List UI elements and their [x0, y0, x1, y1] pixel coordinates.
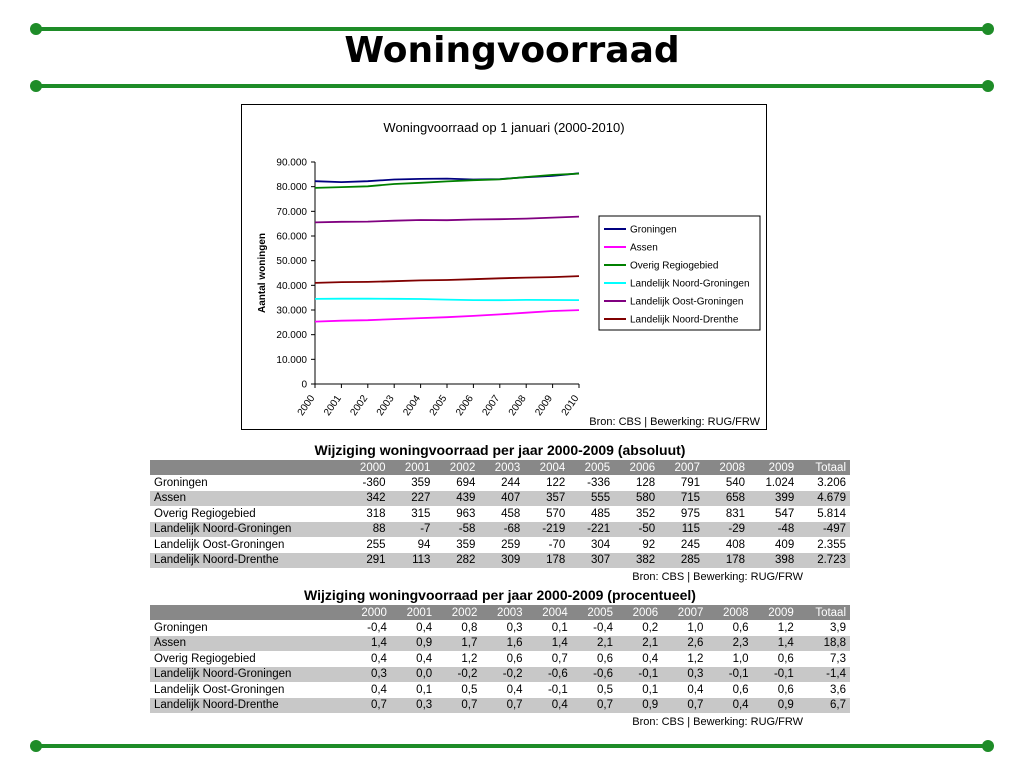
value-cell: 1,0	[687, 621, 704, 634]
value-cell: -58	[434, 522, 479, 538]
value-cell: 570	[546, 507, 566, 520]
y-tick-label: 10.000	[276, 354, 307, 366]
value-cell: 0,4	[707, 698, 752, 714]
value-cell: 342	[345, 491, 390, 507]
value-cell: 3,6	[830, 683, 846, 696]
row-label-cell: Landelijk Oost-Groningen	[154, 683, 285, 696]
row-label-cell: Landelijk Noord-Groningen	[150, 667, 346, 683]
value-cell: 352	[635, 507, 656, 520]
table-row	[150, 475, 850, 491]
value-cell: 0,4	[642, 652, 659, 665]
header-cell-blank	[150, 605, 346, 620]
value-cell: 309	[479, 553, 524, 569]
table-percentage	[150, 605, 850, 713]
chart-canvas	[242, 105, 766, 429]
value-cell: 0,9	[617, 698, 662, 714]
value-cell: -336	[587, 476, 611, 489]
rule-dot	[982, 80, 994, 92]
value-cell: 285	[659, 553, 704, 569]
legend-label: Landelijk Oost-Groningen	[630, 296, 744, 308]
table-abs-source: Bron: CBS | Bewerking: RUG/FRW	[632, 571, 803, 583]
value-cell: 318	[366, 507, 386, 520]
x-tick-label: 2009	[533, 393, 556, 418]
value-cell: -0,1	[707, 667, 752, 683]
value-cell: -68	[479, 522, 524, 538]
y-tick-label: 80.000	[276, 182, 307, 194]
chart-source: Bron: CBS | Bewerking: RUG/FRW	[589, 416, 760, 428]
row-label-cell: Landelijk Noord-Drenthe	[150, 698, 346, 714]
value-cell: -0,4	[367, 621, 387, 634]
value-cell: 307	[569, 553, 614, 569]
table-row	[150, 698, 850, 714]
value-cell: 580	[614, 491, 659, 507]
table-header-row	[150, 460, 850, 475]
value-cell: 255	[366, 538, 386, 551]
y-tick-label: 50.000	[276, 256, 307, 268]
value-cell: 128	[635, 476, 656, 489]
value-cell: 6,7	[798, 698, 850, 714]
row-label-cell: Overig Regiogebied	[154, 652, 256, 665]
x-tick-label: 2007	[480, 393, 503, 418]
chart-title: Woningvoorraad op 1 januari (2000-2010)	[383, 120, 625, 135]
value-cell: 975	[680, 507, 701, 520]
header-cell: 2007	[659, 460, 704, 475]
header-cell: 2007	[662, 605, 707, 620]
value-cell: 0,7	[551, 652, 568, 665]
value-cell: 715	[659, 491, 704, 507]
value-cell: 2,3	[707, 636, 752, 652]
value-cell: 0,4	[370, 683, 387, 696]
legend-label: Landelijk Noord-Drenthe	[630, 314, 739, 326]
value-cell: 658	[704, 491, 749, 507]
table-row	[150, 537, 850, 553]
value-cell: -0,6	[527, 667, 572, 683]
y-tick-label: 20.000	[276, 330, 307, 342]
header-cell: 2006	[617, 605, 662, 620]
table-abs-caption: Wijziging woningvoorraad per jaar 2000-2009 (absoluut)	[314, 442, 686, 458]
value-cell: 0,1	[642, 683, 659, 696]
value-cell: 1,2	[777, 621, 794, 634]
value-cell: -29	[704, 522, 749, 538]
value-cell: 282	[434, 553, 479, 569]
value-cell: 409	[775, 538, 795, 551]
value-cell: 2.723	[798, 553, 850, 569]
table-header-row	[150, 605, 850, 620]
y-tick-label: 30.000	[276, 305, 307, 317]
value-cell: 0,3	[506, 621, 523, 634]
legend-label: Overig Regiogebied	[630, 260, 719, 272]
header-cell: 2000	[346, 605, 391, 620]
value-cell: 0,6	[596, 652, 613, 665]
value-cell: 227	[390, 491, 435, 507]
value-cell: 1,0	[732, 652, 749, 665]
header-cell: 2008	[704, 460, 749, 475]
value-cell: 113	[390, 553, 435, 569]
value-cell: 122	[546, 476, 566, 489]
header-cell: 2005	[572, 605, 617, 620]
row-label-cell: Overig Regiogebied	[154, 507, 256, 520]
value-cell: 0,6	[732, 621, 749, 634]
value-cell: 357	[524, 491, 569, 507]
value-cell: -7	[390, 522, 435, 538]
value-cell: 0,8	[461, 621, 478, 634]
value-cell: 7,3	[830, 652, 846, 665]
y-tick-label: 0	[301, 379, 307, 391]
value-cell: 3.206	[817, 476, 846, 489]
value-cell: -0,4	[593, 621, 613, 634]
value-cell: 0,6	[777, 652, 794, 665]
rule-dot	[30, 740, 42, 752]
table-row	[150, 667, 850, 683]
value-cell: -1,4	[798, 667, 850, 683]
value-cell: 407	[479, 491, 524, 507]
value-cell: 0,7	[662, 698, 707, 714]
value-cell: 88	[345, 522, 390, 538]
value-cell: 5.814	[817, 507, 846, 520]
row-label-cell: Landelijk Noord-Drenthe	[150, 553, 345, 569]
row-label-cell: Assen	[150, 636, 346, 652]
value-cell: 0,2	[642, 621, 659, 634]
header-cell: 2002	[436, 605, 481, 620]
value-cell: -219	[524, 522, 569, 538]
header-cell: 2001	[390, 460, 435, 475]
value-cell: -48	[749, 522, 798, 538]
row-label-cell: Assen	[150, 491, 345, 507]
value-cell: 0,3	[391, 698, 436, 714]
value-cell: 0,0	[391, 667, 436, 683]
value-cell: 791	[680, 476, 701, 489]
header-cell: 2004	[524, 460, 569, 475]
value-cell: -221	[569, 522, 614, 538]
value-cell: 3,9	[830, 621, 846, 634]
value-cell: 0,7	[481, 698, 526, 714]
header-cell: Totaal	[798, 460, 850, 475]
value-cell: 0,7	[436, 698, 481, 714]
value-cell: -70	[548, 538, 566, 551]
value-cell: 439	[434, 491, 479, 507]
value-cell: 398	[749, 553, 798, 569]
value-cell: -360	[362, 476, 386, 489]
value-cell: 2,1	[572, 636, 617, 652]
value-cell: 0,4	[370, 652, 387, 665]
y-tick-label: 90.000	[276, 157, 307, 169]
table-row	[150, 620, 850, 636]
x-tick-label: 2008	[506, 393, 529, 418]
value-cell: 291	[345, 553, 390, 569]
value-cell: 1,2	[687, 652, 704, 665]
value-cell: 259	[501, 538, 521, 551]
value-cell: 178	[704, 553, 749, 569]
value-cell: 245	[680, 538, 701, 551]
table-row	[150, 553, 850, 569]
legend-label: Groningen	[630, 224, 677, 236]
value-cell: 540	[725, 476, 746, 489]
header-cell: 2000	[345, 460, 390, 475]
value-cell: 115	[659, 522, 704, 538]
value-cell: -0,1	[547, 683, 568, 696]
legend-label: Landelijk Noord-Groningen	[630, 278, 750, 290]
table-pct-caption: Wijziging woningvoorraad per jaar 2000-2009 (procentueel)	[304, 587, 696, 603]
y-tick-label: 70.000	[276, 206, 307, 218]
value-cell: -0,1	[753, 667, 798, 683]
value-cell: 0,7	[572, 698, 617, 714]
header-cell: 2001	[391, 605, 436, 620]
value-cell: 694	[456, 476, 476, 489]
x-tick-label: 2010	[559, 393, 582, 418]
header-cell: 2003	[479, 460, 524, 475]
value-cell: 1,6	[481, 636, 526, 652]
value-cell: 0,9	[391, 636, 436, 652]
value-cell: 1.024	[765, 476, 795, 489]
line-chart	[241, 104, 767, 430]
series-line-landelijk-noord-drenthe	[315, 276, 579, 283]
x-tick-label: 2006	[454, 393, 476, 418]
header-cell: 2004	[527, 605, 572, 620]
value-cell: 359	[411, 476, 431, 489]
value-cell: 831	[725, 507, 746, 520]
y-tick-label: 40.000	[276, 280, 307, 292]
rule-dot	[982, 740, 994, 752]
value-cell: -497	[798, 522, 850, 538]
row-label-cell: Landelijk Oost-Groningen	[154, 538, 285, 551]
table-row	[150, 491, 850, 507]
value-cell: 1,2	[461, 652, 478, 665]
value-cell: -0,6	[572, 667, 617, 683]
value-cell: 0,4	[687, 683, 704, 696]
value-cell: 18,8	[798, 636, 850, 652]
x-tick-label: 2003	[374, 393, 397, 418]
value-cell: 2.355	[817, 538, 846, 551]
value-cell: 315	[411, 507, 431, 520]
value-cell: 0,5	[596, 683, 613, 696]
value-cell: 0,6	[506, 652, 523, 665]
value-cell: 485	[591, 507, 611, 520]
chart-legend	[599, 216, 760, 330]
value-cell: 4.679	[798, 491, 850, 507]
value-cell: 1,4	[346, 636, 391, 652]
table-row	[150, 506, 850, 522]
header-cell: 2002	[434, 460, 479, 475]
value-cell: 94	[417, 538, 431, 551]
table-pct-source: Bron: CBS | Bewerking: RUG/FRW	[632, 716, 803, 728]
table-absolute	[150, 460, 850, 568]
header-cell: 2009	[753, 605, 798, 620]
x-tick-label: 2005	[427, 393, 450, 418]
value-cell: 0,4	[506, 683, 523, 696]
value-cell: 92	[642, 538, 656, 551]
value-cell: 382	[614, 553, 659, 569]
header-cell-blank	[150, 460, 345, 475]
row-label-cell: Landelijk Noord-Groningen	[150, 522, 345, 538]
x-tick-label: 2000	[295, 393, 318, 418]
table-row	[150, 682, 850, 698]
value-cell: -0,2	[481, 667, 526, 683]
row-label-cell: Groningen	[154, 476, 208, 489]
series-line-landelijk-noord-groningen	[315, 299, 579, 301]
value-cell: 0,6	[732, 683, 749, 696]
top-rule-lower	[36, 84, 988, 88]
table-row	[150, 636, 850, 652]
value-cell: 0,1	[551, 621, 568, 634]
rule-dot	[30, 80, 42, 92]
x-tick-label: 2002	[348, 393, 371, 418]
value-cell: 0,3	[662, 667, 707, 683]
value-cell: 2,1	[617, 636, 662, 652]
header-cell: 2008	[707, 605, 752, 620]
value-cell: 0,3	[346, 667, 391, 683]
value-cell: 178	[524, 553, 569, 569]
value-cell: 304	[591, 538, 611, 551]
value-cell: 408	[725, 538, 746, 551]
value-cell: 0,5	[461, 683, 478, 696]
value-cell: -50	[614, 522, 659, 538]
header-cell: 2003	[481, 605, 526, 620]
table-row	[150, 522, 850, 538]
y-axis-label: Aantal woningen	[257, 233, 268, 313]
value-cell: 963	[456, 507, 476, 520]
value-cell: 1,7	[436, 636, 481, 652]
legend-label: Assen	[630, 242, 658, 254]
value-cell: 0,4	[527, 698, 572, 714]
value-cell: 0,9	[753, 698, 798, 714]
value-cell: 555	[569, 491, 614, 507]
value-cell: 359	[456, 538, 476, 551]
table-row	[150, 651, 850, 667]
value-cell: -0,2	[436, 667, 481, 683]
row-label-cell: Groningen	[154, 621, 208, 634]
y-tick-label: 60.000	[276, 231, 307, 243]
value-cell: 2,6	[662, 636, 707, 652]
header-cell: 2005	[569, 460, 614, 475]
header-cell: 2009	[749, 460, 798, 475]
value-cell: 244	[501, 476, 521, 489]
value-cell: 0,4	[416, 652, 433, 665]
value-cell: 0,6	[777, 683, 794, 696]
series-line-landelijk-oost-groningen	[315, 217, 579, 223]
x-tick-label: 2004	[401, 393, 424, 418]
value-cell: 1,4	[753, 636, 798, 652]
value-cell: 0,1	[416, 683, 433, 696]
value-cell: 547	[775, 507, 795, 520]
series-line-assen	[315, 310, 579, 322]
header-cell: 2006	[614, 460, 659, 475]
value-cell: 1,4	[527, 636, 572, 652]
value-cell: 399	[749, 491, 798, 507]
value-cell: 458	[501, 507, 521, 520]
value-cell: 0,4	[416, 621, 433, 634]
bottom-rule	[36, 744, 988, 748]
x-tick-label: 2001	[322, 393, 344, 418]
value-cell: 0,7	[346, 698, 391, 714]
header-cell: Totaal	[798, 605, 850, 620]
page-title: Woningvoorraad	[344, 30, 680, 71]
value-cell: -0,1	[617, 667, 662, 683]
